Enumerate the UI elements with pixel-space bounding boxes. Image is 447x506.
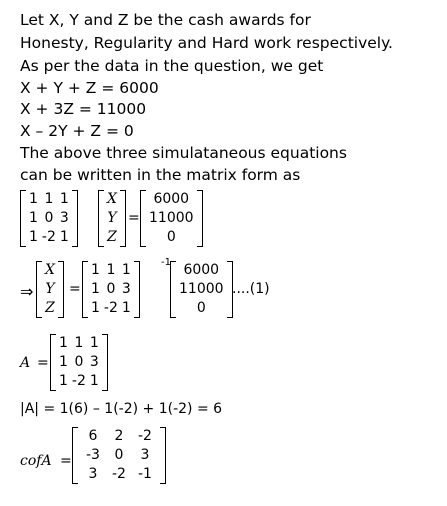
text-line-3: As per the data in the question, we get [20,57,324,75]
matrix-cell: 0 [114,447,124,463]
cofactor-label: cofA [20,453,52,469]
matrix-cell: 6 [88,428,98,444]
matrix-bracket [170,261,176,318]
matrix-bracket [72,427,78,484]
matrix-cell: 0 [166,229,176,245]
matrix-cell: 0 [74,354,84,370]
matrix-cell: 1 [91,281,100,297]
matrix-cell: -2 [103,300,118,316]
matrix-cell: 1 [106,262,116,278]
inverse-superscript: -1 [161,257,171,268]
matrix-cell: 1 [121,262,131,278]
matrix-cell: 0 [44,210,54,226]
matrix-bracket [160,427,166,484]
matrix-cell: Y [45,281,55,297]
matrix-cell: 1 [44,191,54,207]
determinant-line: |A| = 1(6) – 1(-2) + 1(-2) = 6 [20,401,223,417]
matrix-cell: 1 [91,300,100,316]
matrix-cell: -3 [86,447,100,463]
matrix-cell: 1 [29,191,38,207]
matrix-a-label: A [20,355,31,371]
matrix-cell: 6000 [153,191,190,207]
matrix-bracket [98,190,104,247]
matrix-cell: 3 [121,281,131,297]
matrix-bracket [102,334,108,391]
matrix-bracket [120,190,126,247]
matrix-cell: 3 [59,210,69,226]
text-line-2: Honesty, Regularity and Hard work respectively. [20,34,393,52]
matrix-cell: X [45,262,55,278]
matrix-cell: 1 [29,210,38,226]
matrix-cell: -2 [111,466,126,482]
matrix-cell: -2 [137,428,152,444]
matrix-cell: Z [107,229,117,245]
matrix-bracket [36,261,42,318]
variable-vector-1 [98,190,126,247]
matrix-cell: -2 [41,229,56,245]
text-line-8: can be written in the matrix form as [20,166,301,184]
matrix-bracket [50,334,56,391]
implies-arrow: ⇒ [20,282,34,301]
coefficient-matrix-2 [82,261,140,318]
matrix-bracket [134,261,140,318]
variable-vector-2 [36,261,64,318]
matrix-cell: X [107,191,117,207]
equation-label: ....(1) [232,281,270,297]
matrix-cell: 1 [59,354,68,370]
equals-sign-3: = [37,355,49,371]
matrix-cell: 11000 [179,281,224,297]
matrix-cell: 11000 [149,210,194,226]
matrix-cell: -1 [137,466,152,482]
cofactor-matrix [72,427,166,484]
matrix-bracket [58,261,64,318]
equals-sign-4: = [60,453,72,469]
matrix-cell: 1 [59,191,69,207]
equation-3: X – 2Y + Z = 0 [20,122,134,140]
equals-sign-1: = [128,210,140,226]
equation-1: X + Y + Z = 6000 [20,79,159,97]
matrix-bracket [20,190,26,247]
matrix-bracket [82,261,88,318]
matrix-bracket [140,190,146,247]
matrix-cell: Z [45,300,55,316]
matrix-a [50,334,108,391]
constants-vector-2 [170,261,233,318]
constants-vector-1 [140,190,203,247]
equation-2: X + 3Z = 11000 [20,100,147,118]
matrix-cell: 3 [88,466,98,482]
matrix-cell: 2 [114,428,124,444]
matrix-cell: 0 [196,300,206,316]
matrix-cell: 1 [121,300,131,316]
matrix-bracket [72,190,78,247]
matrix-cell: 1 [89,373,99,389]
coefficient-matrix-1 [20,190,78,247]
text-line-7: The above three simulataneous equations [20,144,347,162]
matrix-cell: 1 [74,335,84,351]
matrix-cell: 0 [106,281,116,297]
equals-sign-2: = [69,281,81,297]
matrix-bracket [197,190,203,247]
text-line-1: Let X, Y and Z be the cash awards for [20,11,311,29]
matrix-cell: 1 [89,335,99,351]
matrix-cell: 1 [29,229,38,245]
matrix-cell: 1 [59,229,69,245]
matrix-cell: 6000 [183,262,220,278]
matrix-cell: 3 [89,354,99,370]
matrix-cell: 3 [140,447,150,463]
matrix-cell: 1 [91,262,100,278]
matrix-cell: 1 [59,335,68,351]
matrix-cell: Y [107,210,117,226]
matrix-cell: 1 [59,373,68,389]
matrix-cell: -2 [71,373,86,389]
